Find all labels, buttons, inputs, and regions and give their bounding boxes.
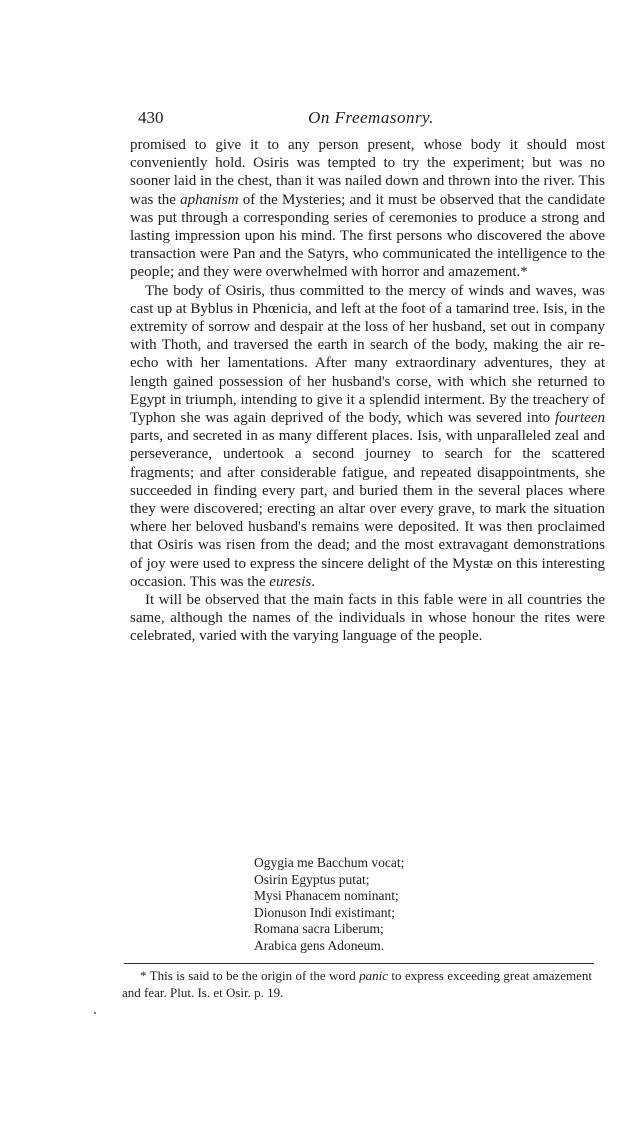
verse-line: Osirin Egyptus putat; xyxy=(254,871,370,887)
italic-term-aphanism: aphanism xyxy=(180,191,239,208)
verse-line: Dionuson Indi existimant; xyxy=(254,904,395,920)
paragraph-text: It will be observed that the main facts in this fable were in all countries the same, although the names of the individuals in whose honour the rites were celebrated, varied with the varying language of the people. xyxy=(130,592,605,645)
verse-line: Romana sacra Liberum; xyxy=(254,921,384,936)
paragraph-2 xyxy=(130,282,605,591)
verse-line: Mysi Phanacem nominant; xyxy=(254,888,399,903)
footnote-text: to express exceeding great amazement and fear. Plut. Is. et Osir. p. 19. xyxy=(122,968,592,1000)
running-title: On Freemasonry. xyxy=(308,108,434,127)
italic-term-panic: panic xyxy=(359,968,389,983)
latin-verse xyxy=(254,855,404,954)
paragraph-1 xyxy=(130,136,605,282)
page-header xyxy=(138,108,604,132)
footnote-rule xyxy=(124,963,594,964)
paragraph-3 xyxy=(130,591,605,646)
italic-term-fourteen: fourteen xyxy=(555,410,605,427)
verse-line: Ogygia me Bacchum vocat; xyxy=(254,855,405,870)
paragraph-text: promised to give it to any person present, whose body it should most conveniently hold. Osiris was tempted to try the experiment; but was no sooner laid in the chest, than it was nailed down and thrown into the river. This was the xyxy=(130,137,605,208)
paragraph-text: The body of Osiris, thus committed to the mercy of winds and waves, was cast up at Byblus in Phœnicia, and left at the foot of a tamarind tree. Isis, in the extremity of sorrow and despair at the loss of her husband, set out in company with Thoth, and traversed the earth in search of the body, making the air re-echo with her lamentations. After many extraordinary adventures, they at length gained possession of her husband's corse, with which she returned to Egypt in triumph, intending to give it a splendid interment. By the treachery of Typhon she was again deprived of the body, which was severed into xyxy=(130,282,605,427)
margin-speck xyxy=(94,1012,96,1014)
paragraph-text: of the Mysteries; and it must be observed that the candidate was put through a corresponding series of ceremonies to produce a strong and lasting impression upon his mind. The first persons who discovered the above transaction were Pan and the Satyrs, who communicated the intelligence to the people; and they were overwhelmed with horror and amazement.* xyxy=(130,191,606,281)
paragraph-text: . xyxy=(311,573,315,590)
page-number: 430 xyxy=(138,108,164,127)
paragraph-text: parts, and secreted in as many different places. Isis, with unparalleled zeal and perseverance, undertook a second journey to search for the scattered fragments; and after considerable fatigue, and repeated disappointments, she succeeded in finding every part, and buried them in the several places where they were discovered; erecting an altar over every grave, to mark the situation where her beloved husband's remains were deposited. It was then proclaimed that Osiris was risen from the dead; and the most extravagant demonstrations of joy were used to express the sincere delight of the Mystæ on this interesting occasion. This was the xyxy=(130,428,605,590)
footnote xyxy=(122,967,592,1001)
main-text xyxy=(130,136,605,646)
italic-term-euresis: euresis xyxy=(269,573,312,590)
verse-line: Arabica gens Adoneum. xyxy=(254,937,385,953)
footnote-text: * This is said to be the origin of the word xyxy=(140,968,360,983)
